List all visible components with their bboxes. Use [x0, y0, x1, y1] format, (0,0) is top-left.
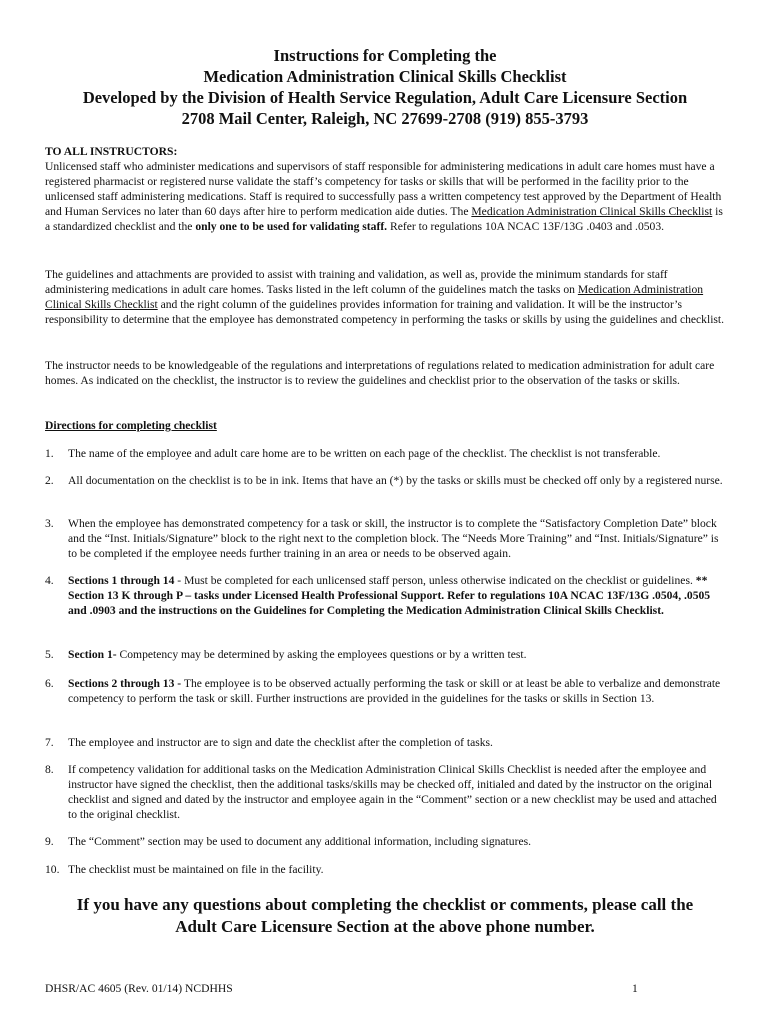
- item-number: 10.: [45, 863, 60, 876]
- intro-p2-text-b: and the right column of the guidelines provides information for training and validation. It will be the instructor’s responsibility to determine that the employee has demonstrated competency in performing the tasks or skills by using the guidelines and checklist.: [45, 298, 725, 326]
- item-text: The “Comment” section may be used to document any additional information, including signatures.: [68, 835, 531, 848]
- title-line-2: Medication Administration Clinical Skills Checklist: [203, 67, 567, 86]
- direction-item-1: [45, 446, 727, 461]
- intro-paragraph-2: [45, 267, 727, 327]
- closing-line-1: If you have any questions about completing the checklist or comments, please call the: [76, 895, 694, 914]
- direction-item-10: [45, 862, 727, 877]
- intro-p1-text-a: Unlicensed staff who administer medications and supervisors of staff responsible for administering medications in adult care homes must have a registered pharmacist or registered nurse validate the staff’s competency for tasks or skills that will be performed in the facility prior to the unlicensed staff administering medications. Staff is required to successfully pass a written competency test approved by the Department of Health and Human Services no later than 60 days after hire to perform medication aide duties. The: [45, 160, 722, 218]
- item-text: When the employee has demonstrated competency for a task or skill, the instructor is to complete the “Satisfactory Completion Date” block and the “Inst. Initials/Signature” block to the right next to the completion block. The “Needs More Training” and “Inst. Initials/Signature” is to be completed if the employee needs further training in an area or needs to be observed again.: [68, 517, 719, 560]
- footer-page-number: 1: [632, 982, 638, 995]
- item-bold-lead: Sections 1 through 14: [68, 574, 175, 587]
- intro-p1-checklist-title: Medication Administration Clinical Skills Checklist: [471, 205, 713, 218]
- direction-item-3: [45, 516, 727, 561]
- item-text: Competency may be determined by asking the employees questions or by a written test.: [116, 648, 527, 661]
- title-line-1: Instructions for Completing the: [273, 46, 497, 65]
- item-number: 8.: [45, 763, 54, 776]
- item-text: The employee and instructor are to sign and date the checklist after the completion of tasks.: [68, 736, 493, 749]
- direction-item-7: [45, 735, 727, 750]
- item-text: If competency validation for additional tasks on the Medication Administration Clinical Skills Checklist is needed after the employee and instructor have signed the checklist, then the additional tasks/skills may be checked off, initialed and dated by the instructor on the original checklist and signed and dated by the instructor and employee again in the “Comment” section or a new checklist may be used and attached to the original checklist.: [68, 763, 717, 821]
- item-text: The checklist must be maintained on file in the facility.: [68, 863, 324, 876]
- item-text: All documentation on the checklist is to be in ink. Items that have an (*) by the tasks or skills must be checked off only by a registered nurse.: [68, 474, 723, 487]
- footer-form-number: DHSR/AC 4605 (Rev. 01/14) NCDHHS: [45, 982, 233, 995]
- direction-item-5: [45, 647, 727, 662]
- intro-p2-checklist-title: Medication Administration Clinical Skills Checklist: [45, 283, 704, 311]
- item-text: - Must be completed for each unlicensed staff person, unless otherwise indicated on the checklist or guidelines.: [174, 574, 696, 587]
- direction-item-2: [45, 473, 727, 488]
- item-number: 5.: [45, 648, 54, 661]
- directions-heading: Directions for completing checklist: [45, 419, 217, 432]
- closing-line-2: Adult Care Licensure Section at the above phone number.: [175, 917, 595, 936]
- intro-p1-bold: only one to be used for validating staff.: [195, 220, 388, 233]
- intro-p1-text-b: is a standardized checklist and the: [45, 205, 723, 233]
- direction-item-4: [45, 573, 727, 618]
- item-number: 2.: [45, 474, 54, 487]
- intro-heading: TO ALL INSTRUCTORS:: [45, 145, 178, 158]
- item-bold-note: ** Section 13 K through P – tasks under Licensed Health Professional Support. Refer to regulations 10A NCAC 13F/13G .0504, .0505 and .0903 and the instructions on the Guidelines for Completing the Medication Administration Clinical Skills Checklist.: [68, 574, 711, 617]
- intro-p2-text-a: The guidelines and attachments are provided to assist with training and validation, as well as, provide the minimum standards for staff administering medications in adult care homes. Tasks listed in the left column of the guidelines match the tasks on: [45, 268, 668, 296]
- closing-note: [0, 894, 770, 938]
- item-text: The employee is to be observed actually performing the task or skill or at least be able to verbalize and demonstrate competency to perform the task or skill. Further instructions are provided in the guidelines for the tasks or skills in Section 13.: [68, 677, 721, 705]
- item-text: The name of the employee and adult care home are to be written on each page of the checklist. The checklist is not transferable.: [68, 447, 661, 460]
- document-header: [0, 45, 770, 129]
- item-number: 6.: [45, 677, 54, 690]
- direction-item-8: [45, 762, 727, 822]
- item-bold-lead: Section 1-: [68, 648, 117, 661]
- item-number: 9.: [45, 835, 54, 848]
- item-bold-lead: Sections 2 through 13 -: [68, 677, 182, 690]
- direction-item-9: [45, 834, 727, 849]
- item-number: 4.: [45, 574, 54, 587]
- item-number: 7.: [45, 736, 54, 749]
- intro-p1-text-c: Refer to regulations 10A NCAC 13F/13G .0403 and .0503.: [387, 220, 665, 233]
- item-number: 3.: [45, 517, 54, 530]
- direction-item-6: [45, 676, 727, 706]
- title-line-4: 2708 Mail Center, Raleigh, NC 27699-2708 (919) 855-3793: [181, 109, 589, 128]
- title-line-3: Developed by the Division of Health Service Regulation, Adult Care Licensure Section: [82, 88, 688, 107]
- item-number: 1.: [45, 447, 54, 460]
- intro-paragraph-3: The instructor needs to be knowledgeable of the regulations and interpretations of regulations related to medication administration for adult care homes. As indicated on the checklist, the instructor is to review the guidelines and checklist prior to the observation of the tasks or skills.: [45, 359, 715, 387]
- intro-paragraph-1: [45, 144, 727, 234]
